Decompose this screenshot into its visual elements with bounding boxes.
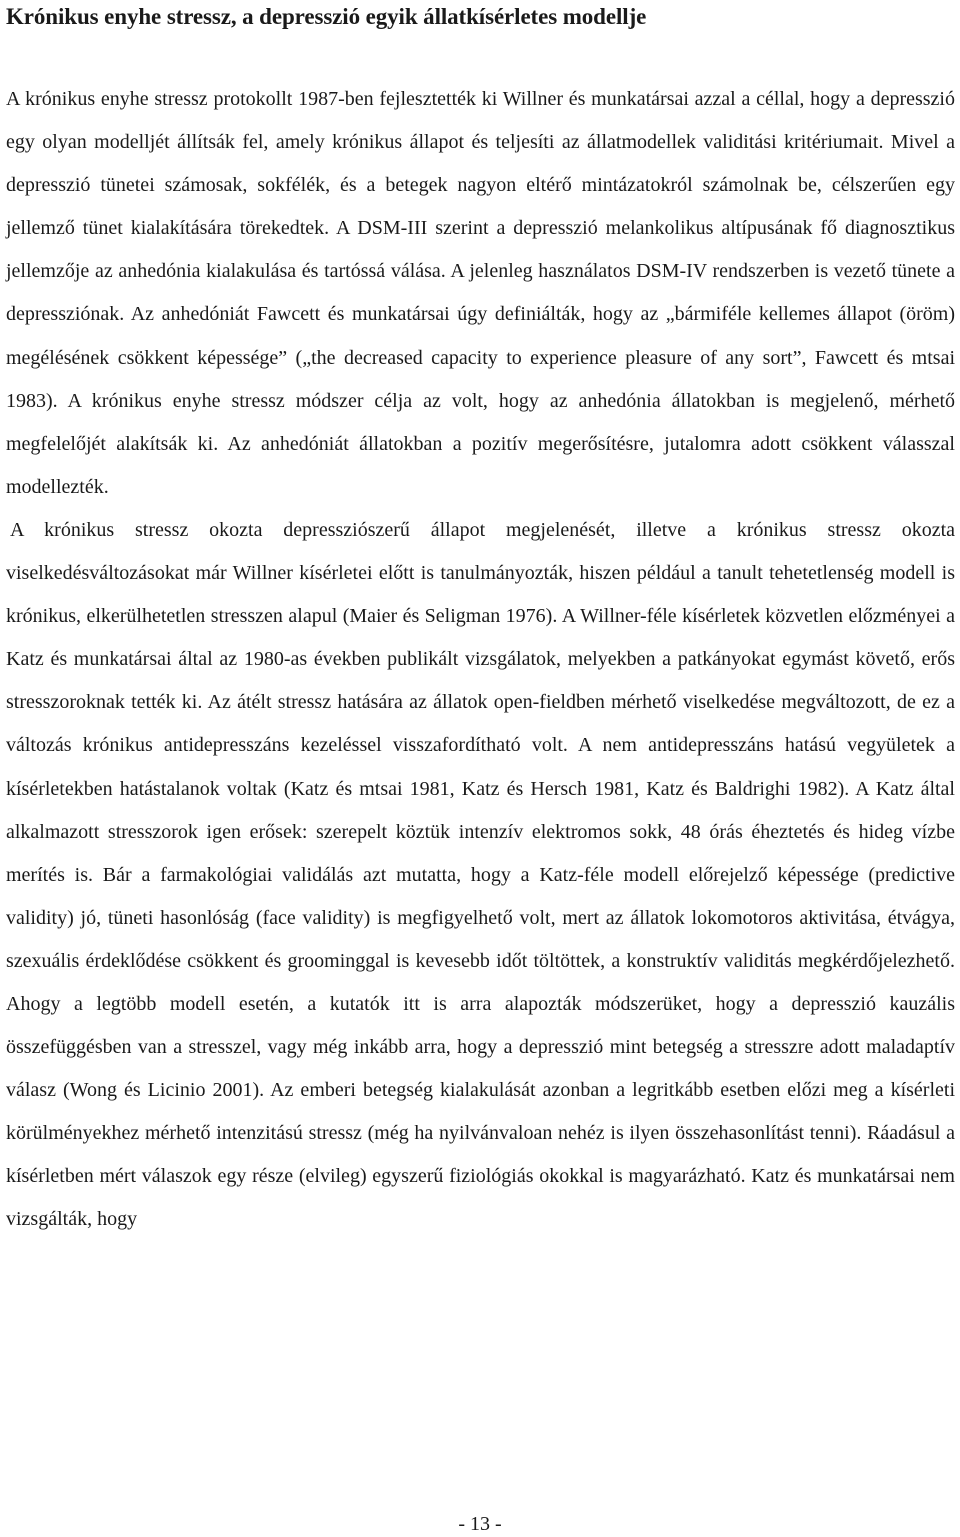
document-page <box>6 0 955 1242</box>
paragraph-2: A krónikus stressz okozta depressziószerű állapot megjelenését, illetve a krónikus stressz okozta viselkedésváltozásokat már Willner kísérletei előtt is tanulmányozták, hiszen például a tanult tehetetlenség modell is krónikus, elkerülhetetlen stresszen alapul (Maier és Seligman 1976). A Willner-féle kísérletek közvetlen előzményei a Katz és munkatársai által az 1980-as években publikált vizsgálatok, melyekben a patkányokat egymást követő, erős stresszoroknak tették ki. Az átélt stressz hatására az állatok open-fieldben mérhető viselkedése megváltozott, de ez a változás krónikus antidepresszáns kezeléssel visszafordítható volt. A nem antidepresszáns hatású vegyületek a kísérletekben hatástalanok voltak (Katz és mtsai 1981, Katz és Hersch 1981, Katz és Baldrighi 1982). A Katz által alkalmazott stresszorok igen erősek: szerepelt köztük intenzív elektromos sokk, 48 órás éheztetés és hideg vízbe merítés is. Bár a farmakológiai validálás azt mutatta, hogy a Katz-féle modell előrejelző képessége (predictive validity) jó, tüneti hasonlóság (face validity) is megfigyelhető volt, mert az állatok lokomotoros aktivitása, étvágya, szexuális érdeklődése csökkent és groominggal is kevesebb időt töltöttek, a konstruktív validitás megkérdőjelezhető. Ahogy a legtöbb modell esetén, a kutatók itt is arra alapozták módszerüket, hogy a depresszió kauzális összefüggésben van a stresszel, vagy még inkább arra, hogy a depresszió mint betegség a stresszre adott maladaptív válasz (Wong és Licinio 2001). Az emberi betegség kialakulását azonban a legritkább esetben előzi meg a kísérleti körülményekhez mérhető intenzitású stressz (még ha nyilvánvaloan nehéz is ilyen összehasonlítást tenni). Ráadásul a kísérletben mért válaszok egy része (elvileg) egyszerű fiziológiás okokkal is magyarázható. Katz és munkatársai nem vizsgálták, hogy <box>6 518 955 1231</box>
paragraph-1: A krónikus enyhe stressz protokollt 1987-ben fejlesztették ki Willner és munkatársai azzal a céllal, hogy a depresszió egy olyan modelljét állítsák fel, amely krónikus állapot és teljesíti az állatmodellek validitási kritériumait. Mivel a depresszió tünetei számosak, sokfélék, és a betegek nagyon eltérő mintázatokról számolnak be, célszerűen egy jellemző tünet kialakítására törekedtek. A DSM-III szerint a depresszió melankolikus altípusának fő diagnosztikus jellemzője az anhedónia kialakulása és tartóssá válása. A jelenleg használatos DSM-IV rendszerben is vezető tünete a depressziónak. Az anhedóniát Fawcett és munkatársai úgy definiálták, hogy az „bármiféle kellemes állapot (öröm) megélésének csökkent képessége” („the decreased capacity to experience pleasure of any sort”, Fawcett és mtsai 1983). A krónikus enyhe stressz módszer célja az volt, hogy az anhedónia állatokban is megjelenő, mérhető megfelelőjét alakítsák ki. Az anhedóniát állatokban a pozitív megerősítésre, jutalomra adott csökkent válasszal modellezték. <box>6 88 955 498</box>
document-title: Krónikus enyhe stressz, a depresszió egyik állatkísérletes modellje <box>6 4 647 29</box>
page-number: - 13 - <box>458 1513 502 1535</box>
